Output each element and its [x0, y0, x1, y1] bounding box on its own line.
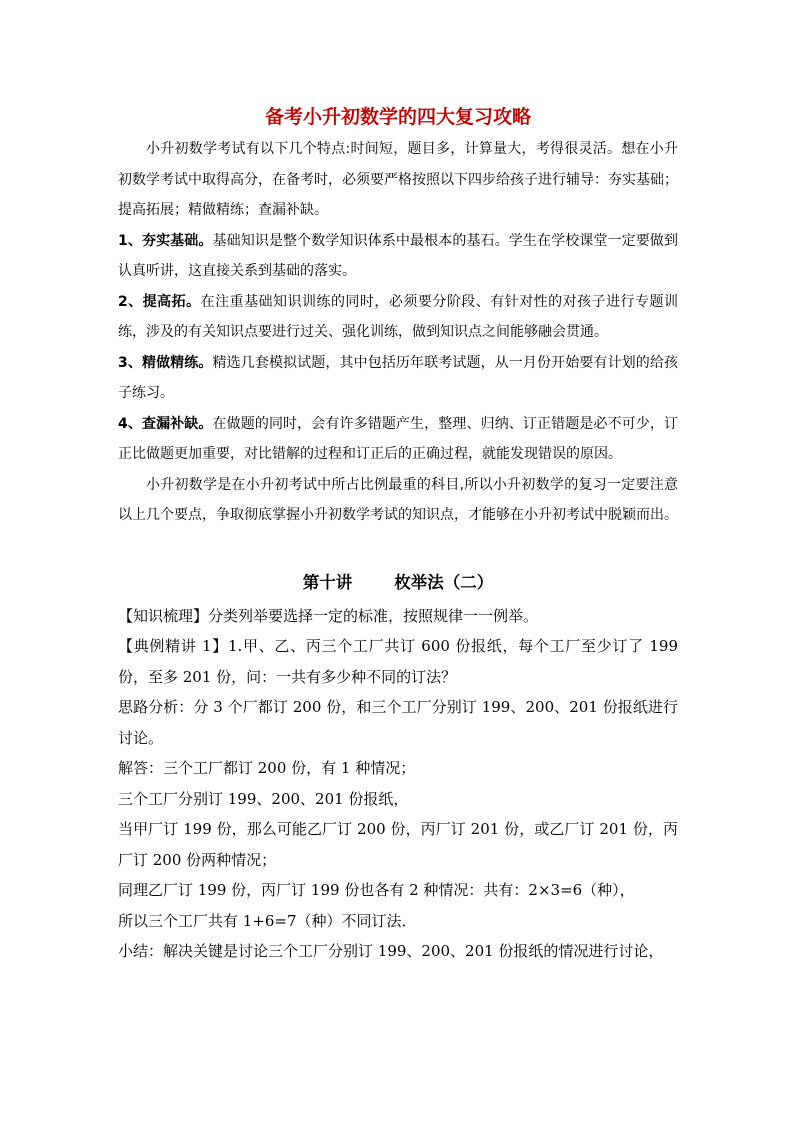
point-4-head: 4、查漏补缺。	[118, 415, 213, 432]
example-question: 【典例精讲 1】1.甲、乙、丙三个工厂共订 600 份报纸，每个工厂至少订了 199 份，至多 201 份，问：一共有多少种不同的订法？	[118, 637, 678, 686]
closing-paragraph: 小升初数学是在小升初考试中所占比例最重的科目,所以小升初数学的复习一定要注意以上几个要点，争取彻底掌握小升初数学考试的知识点，才能够在小升初考试中脱颖而出。	[118, 476, 678, 523]
answer-line: 当甲厂订 199 份，那么可能乙厂订 200 份，丙厂订 201 份，或乙厂订 201 份，丙厂订 200 份两种情况；	[118, 820, 678, 869]
section-gap	[118, 531, 678, 571]
answer-line: 同理乙厂订 199 份，丙厂订 199 份也各有 2 种情况：共有：2×3=6（种），	[118, 881, 635, 899]
answer-line: 三个工厂分别订 199、200、201 份报纸，	[118, 789, 409, 808]
doc-title: 备考小升初数学的四大复习攻略	[264, 106, 531, 128]
point-1-body: 基础知识是整个数学知识体系中最根本的基石。学生在学校课堂一定要做到认真听讲，这直接关系到基础的落实。	[118, 232, 679, 279]
point-1-head: 1、夯实基础。	[118, 232, 213, 249]
intro-paragraph: 小升初数学考试有以下几个特点:时间短，题目多，计算量大，考得很灵活。想在小升初数学考试中取得高分，在备考时，必须要严格按照以下四步给孩子进行辅导：夯实基础；提高拓展；精做精练；查漏补缺。	[118, 141, 678, 218]
lecture-topic: 枚举法（二）	[394, 572, 494, 592]
answer-line: 解答：三个工厂都订 200 份，有 1 种情况；	[118, 759, 416, 777]
lecture-number: 第十讲	[302, 572, 353, 592]
knowledge-summary: 【知识梳理】分类列举要选择一定的标准，按照规律一一例举。	[118, 606, 539, 625]
summary-paragraph: 小结：解决关键是讨论三个工厂分别订 199、200、201 份报纸的情况进行讨论，	[118, 942, 664, 960]
lecture-heading	[118, 571, 678, 595]
page-content	[118, 104, 678, 967]
point-2-body: 在注重基础知识训练的同时，必须要分阶段、有针对性的对孩子进行专题训练，涉及的有关知识点要进行过关、强化训练，做到知识点之间能够融会贯通。	[118, 293, 678, 340]
point-3-body: 精选几套模拟试题，其中包括历年联考试题，从一月份开始要有计划的给孩子练习。	[118, 354, 679, 401]
analysis-paragraph: 思路分析：分 3 个厂都订 200 份，和三个工厂分别订 199、200、201 份报纸进行讨论。	[118, 698, 678, 747]
point-2-head: 2、提高拓。	[118, 293, 201, 310]
point-4	[118, 409, 678, 470]
point-2	[118, 287, 678, 348]
answer-line: 所以三个工厂共有 1+6=7（种）不同订法．	[118, 911, 417, 930]
point-4-body: 在做题的同时，会有许多错题产生，整理、归纳、订正错题是必不可少，订正比做题更加重要，对比错解的过程和订正后的正确过程，就能发现错误的原因。	[118, 415, 679, 462]
point-3	[118, 348, 678, 409]
point-3-head: 3、精做精练。	[118, 354, 213, 371]
point-1	[118, 226, 678, 287]
